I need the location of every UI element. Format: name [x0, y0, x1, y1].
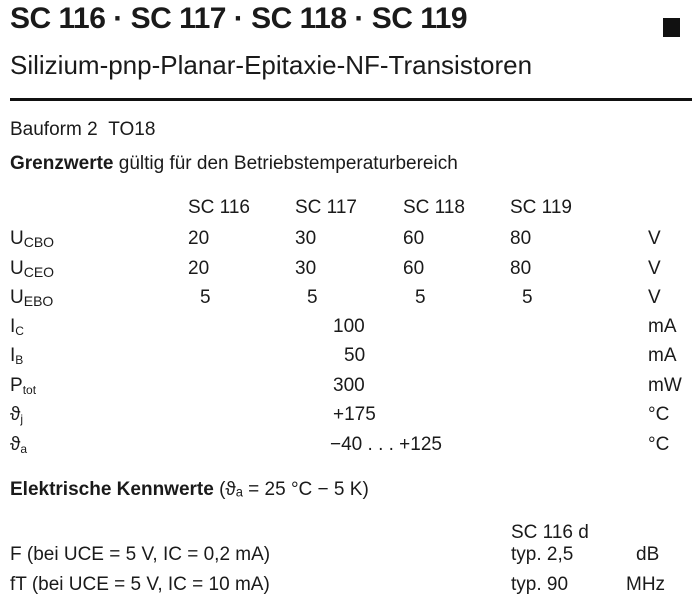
bauform-value: TO18	[108, 119, 156, 140]
kennwerte-heading	[10, 479, 369, 501]
kennwerte-column-header: SC 116 d	[511, 522, 589, 543]
symbol: P	[10, 375, 23, 396]
symbol-7	[10, 434, 27, 456]
unit: dB	[636, 544, 660, 565]
column-header: SC 116	[188, 197, 250, 218]
bauform-label: Bauform 2	[10, 119, 98, 140]
subscript: tot	[22, 383, 37, 397]
value-cell: 50	[344, 345, 366, 366]
value-cell: 60	[403, 258, 425, 279]
symbol-3	[10, 316, 24, 338]
value-cell: −40 . . . +125	[330, 434, 442, 455]
value-cell: 300	[333, 375, 365, 396]
symbol: U	[10, 228, 24, 249]
symbol: U	[10, 258, 24, 279]
symbol: ϑ	[10, 434, 21, 455]
kennwerte-heading-rest: (ϑₐ = 25 °C − 5 K)	[219, 479, 369, 500]
subscript: CBO	[23, 234, 55, 250]
symbol: ϑ	[10, 404, 21, 425]
subscript: CEO	[23, 264, 55, 280]
subscript: EBO	[23, 293, 54, 309]
symbol-2	[10, 287, 53, 309]
symbol: I	[10, 316, 16, 337]
unit: mA	[648, 345, 677, 366]
symbol-5	[10, 375, 36, 397]
value-cell: 5	[307, 287, 318, 308]
black-square-marker	[663, 18, 680, 37]
bauform	[10, 119, 155, 141]
unit: mW	[648, 375, 682, 396]
value-cell: 20	[188, 228, 210, 249]
unit: V	[648, 287, 661, 308]
value-cell: 80	[510, 258, 532, 279]
column-header: SC 118	[403, 197, 465, 218]
grenzwerte-heading	[10, 153, 458, 175]
symbol: U	[10, 287, 24, 308]
subscript: C	[15, 324, 24, 338]
unit: °C	[648, 434, 670, 455]
symbol-0	[10, 228, 54, 250]
value-cell: 20	[188, 258, 210, 279]
parameter: F (bei UCE = 5 V, IC = 0,2 mA)	[10, 544, 271, 565]
value-cell: +175	[333, 404, 376, 425]
document-subtitle: Silizium-pnp-Planar-Epitaxie-NF-Transistoren	[10, 50, 533, 80]
column-header: SC 119	[510, 197, 572, 218]
value-cell: 5	[522, 287, 533, 308]
symbol-4	[10, 345, 23, 367]
value-cell: 80	[510, 228, 532, 249]
value-cell: 5	[200, 287, 211, 308]
grenzwerte-heading-rest: gültig für den Betriebstemperaturbereich	[118, 153, 458, 174]
unit: °C	[648, 404, 670, 425]
subscript: a	[20, 442, 28, 456]
subscript: B	[15, 353, 24, 367]
divider	[10, 98, 692, 101]
symbol-1	[10, 258, 54, 280]
document-title: SC 116 · SC 117 · SC 118 · SC 119	[10, 2, 468, 35]
symbol-6	[10, 404, 23, 426]
parameter: fT (bei UCE = 5 V, IC = 10 mA)	[10, 574, 270, 595]
value-cell: 60	[403, 228, 425, 249]
value-cell: 30	[295, 258, 317, 279]
value: typ. 90	[511, 574, 569, 595]
subscript: j	[20, 412, 24, 426]
symbol: I	[10, 345, 16, 366]
unit: mA	[648, 316, 677, 337]
unit: MHz	[626, 574, 666, 595]
kennwerte-heading-bold: Elektrische Kennwerte	[10, 479, 214, 500]
value-cell: 100	[333, 316, 365, 337]
unit: V	[648, 258, 661, 279]
grenzwerte-heading-bold: Grenzwerte	[10, 153, 114, 174]
unit: V	[648, 228, 661, 249]
value-cell: 5	[415, 287, 426, 308]
column-header: SC 117	[295, 197, 357, 218]
value: typ. 2,5	[511, 544, 574, 565]
value-cell: 30	[295, 228, 317, 249]
